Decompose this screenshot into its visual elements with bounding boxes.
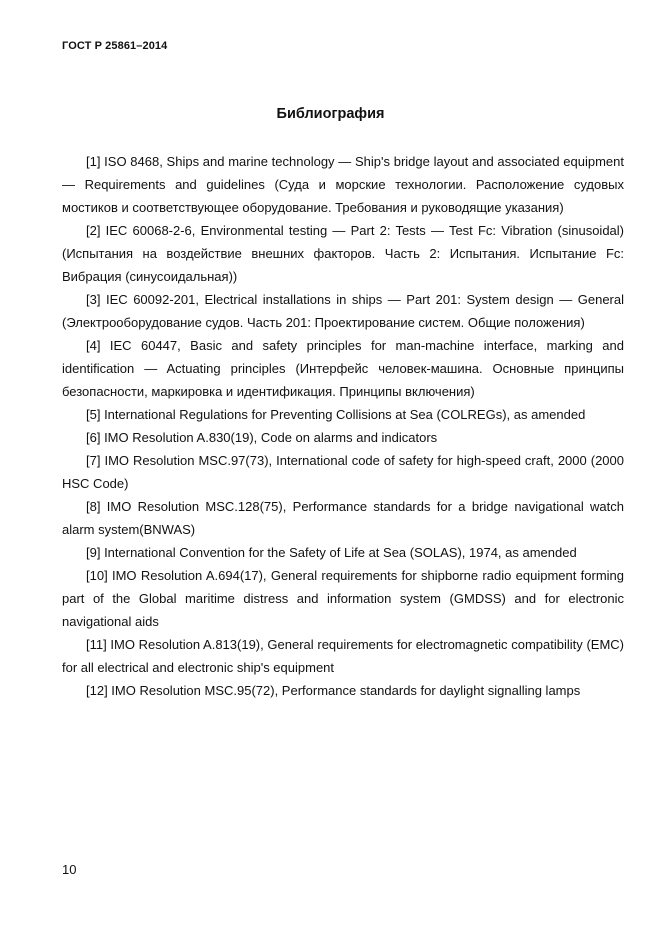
bibliography-entry: [6] IMO Resolution A.830(19), Code on alarms and indicators [86, 430, 438, 445]
bibliography-list [62, 150, 624, 702]
standard-header: ГОСТ Р 25861–2014 [62, 40, 168, 52]
bibliography-entry: [10] IMO Resolution A.694(17), General requirements for shipborne radio equipment forming part of the Global maritime distress and information system (GMDSS) and for electronic navigational aids [62, 568, 624, 629]
bibliography-entry: [11] IMO Resolution A.813(19), General requirements for electromagnetic compatibility (EMC) for all electrical and electronic ship's equipment [62, 637, 624, 675]
bibliography-entry: [2] IEC 60068-2-6, Environmental testing — Part 2: Tests — Test Fc: Vibration (sinusoidal) (Испытания на воздействие внешних факторов. Часть 2: Испытания. Испытание Fc: Вибрация (синусоидальная)) [62, 223, 624, 284]
bibliography-entry: [9] International Convention for the Safety of Life at Sea (SOLAS), 1974, as amended [86, 545, 577, 560]
bibliography-entry: [8] IMO Resolution MSC.128(75), Performance standards for a bridge navigational watch alarm system(BNWAS) [62, 499, 624, 537]
bibliography-entry: [3] IEC 60092-201, Electrical installations in ships — Part 201: System design — General (Электрооборудование судов. Часть 201: Проектирование систем. Общие положения) [62, 292, 624, 330]
bibliography-entry: [5] International Regulations for Preventing Collisions at Sea (COLREGs), as amended [86, 407, 586, 422]
page-number: 10 [62, 862, 77, 877]
page-title: Библиография [276, 106, 385, 122]
bibliography-entry: [1] ISO 8468, Ships and marine technology — Ship's bridge layout and associated equipment — Requirements and guidelines (Суда и морские технологии. Расположение судовых мостиков и соответствующее оборудование. Требования и руководящие указания) [62, 154, 624, 215]
bibliography-entry: [4] IEC 60447, Basic and safety principles for man-machine interface, marking and identification — Actuating principles (Интерфейс человек-машина. Основные принципы безопасности, маркировка и идентификация. Принципы включения) [62, 338, 624, 399]
bibliography-entry: [7] IMO Resolution MSC.97(73), International code of safety for high-speed craft, 2000 (2000 HSC Code) [62, 453, 624, 491]
bibliography-entry: [12] IMO Resolution MSC.95(72), Performance standards for daylight signalling lamps [86, 683, 581, 698]
